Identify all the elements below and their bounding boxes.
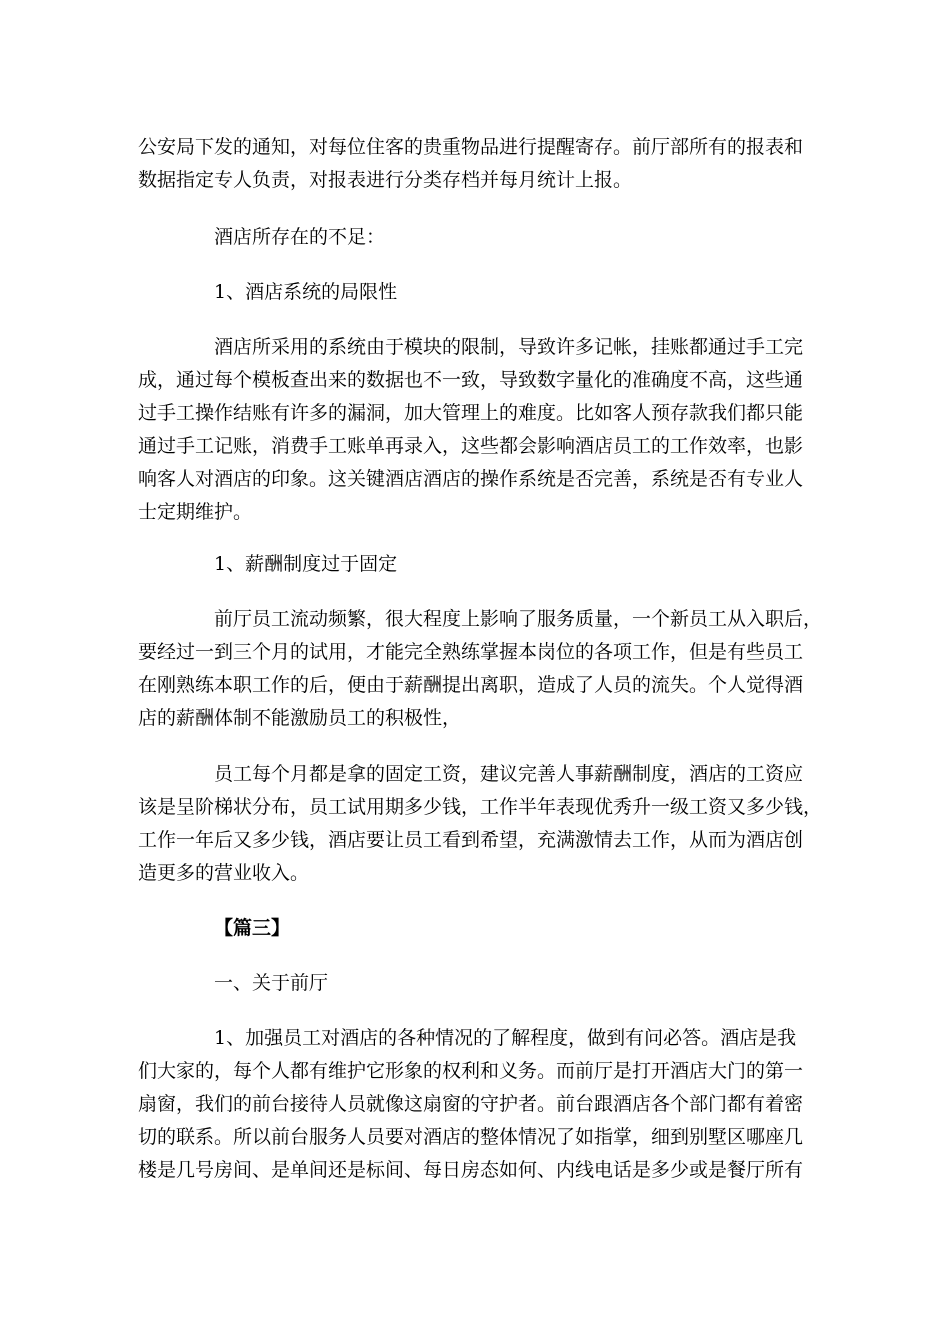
system-paragraph-body: 成，通过每个模板查出来的数据也不一致，导致数字量化的准确度不高，这些通 过手工操作结账有许多的漏洞，加大管理上的难度。比如客人预存款我们都只能 通过手工记账，消费手工账单再录入，这些都会影响酒店员工的工作效率，也影 响客人对酒店的印象。这关键酒店酒店的操作系统是否完善，系统是否有专业人 士定期维护。 — [138, 369, 804, 523]
intro-paragraph: 公安局下发的通知，对每位住客的贵重物品进行提醒寄存。前厅部所有的报表和 数据指定专人负责，对报表进行分类存档并每月统计上报。 — [138, 136, 804, 191]
system-limitation-heading: 1、酒店系统的局限性 — [214, 281, 398, 303]
shortcomings-heading: 酒店所存在的不足： — [214, 226, 386, 248]
turnover-paragraph-body: 要经过一到三个月的试用，才能完全熟练掌握本岗位的各项工作，但是有些员工 在刚熟练本职工作的后，便由于薪酬提出离职，造成了人员的流失。个人觉得酒 店的薪酬体制不能激励员工的积极性， — [138, 641, 804, 729]
wage-paragraph-first-line: 员工每个月都是拿的固定工资，建议完善人事薪酬制度，酒店的工资应 — [214, 763, 804, 785]
wage-paragraph-body: 该是呈阶梯状分布，员工试用期多少钱，工作半年表现优秀升一级工资又多少钱， 工作一年后又多少钱，酒店要让员工看到希望，充满激情去工作，从而为酒店创 造更多的营业收入。 — [138, 796, 823, 884]
front-desk-heading: 一、关于前厅 — [214, 972, 329, 994]
front-desk-paragraph-body: 们大家的，每个人都有维护它形象的权利和义务。而前厅是打开酒店大门的第一 扇窗，我们的前台接待人员就像这扇窗的守护者。前台跟酒店各个部门都有着密 切的联系。所以前台服务人员要对酒店的整体情况了如指掌，细到别墅区哪座几 楼是几号房间、是单间还是标间、每日房态如何、内线电话是多少或是餐厅所有 — [138, 1060, 804, 1181]
system-paragraph-first-line: 酒店所采用的系统由于模块的限制，导致许多记帐，挂账都通过手工完 — [214, 336, 804, 358]
part-three-heading: 【篇三】 — [214, 917, 291, 939]
front-desk-paragraph-first-line: 1、加强员工对酒店的各种情况的了解程度，做到有问必答。酒店是我 — [214, 1027, 797, 1049]
salary-heading: 1、薪酬制度过于固定 — [214, 553, 398, 575]
turnover-paragraph-first-line: 前厅员工流动频繁，很大程度上影响了服务质量，一个新员工从入职后， — [214, 608, 823, 630]
